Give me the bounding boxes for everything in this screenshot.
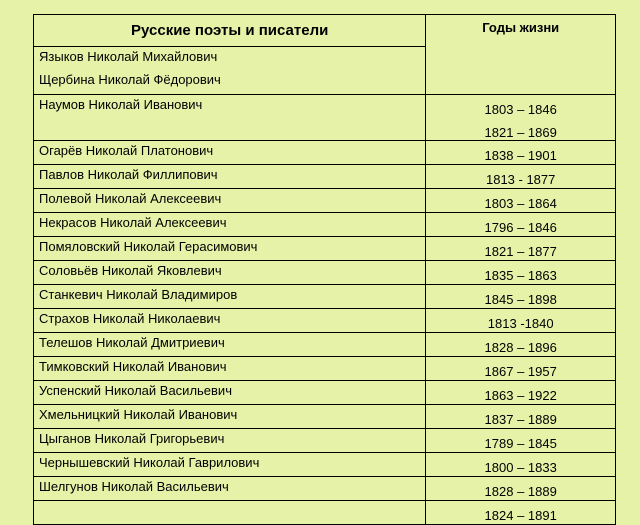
- table-row: [34, 165, 616, 189]
- poet-name: Языков Николай Михайлович: [39, 49, 218, 64]
- poet-years: 1835 – 1863: [426, 261, 616, 285]
- poet-years: 1789 – 1845: [426, 429, 616, 453]
- poet-name: Наумов Николай Иванович: [34, 95, 426, 141]
- poet-years: 1800 – 1833: [426, 453, 616, 477]
- table-row: [34, 357, 616, 381]
- poet-name: Помяловский Николай Герасимович: [34, 237, 426, 261]
- poet-years: 1796 – 1846: [426, 213, 616, 237]
- poet-years: 1863 – 1922: [426, 381, 616, 405]
- table-row: [34, 213, 616, 237]
- poet-name: Телешов Николай Дмитриевич: [34, 333, 426, 357]
- poet-years: 1813 -1840: [426, 309, 616, 333]
- poet-years: 1845 – 1898: [426, 285, 616, 309]
- poet-years: 1867 – 1957: [426, 357, 616, 381]
- table-row: [34, 237, 616, 261]
- table-row: [34, 381, 616, 405]
- table-row: [34, 261, 616, 285]
- poet-years: 1824 – 1891: [426, 501, 616, 525]
- table-row: [34, 477, 616, 501]
- table-row: [34, 501, 616, 525]
- poet-name: Тимковский Николай Иванович: [34, 357, 426, 381]
- poet-name: Чернышевский Николай Гаврилович: [34, 453, 426, 477]
- table-row: [34, 285, 616, 309]
- table-row: [34, 95, 616, 141]
- poet-name: Станкевич Николай Владимиров: [34, 285, 426, 309]
- poet-years: 1838 – 1901: [426, 141, 616, 165]
- poet-name: Некрасов Николай Алексеевич: [34, 213, 426, 237]
- poet-years: 1828 – 1896: [426, 333, 616, 357]
- poet-years: 1803 – 1864: [426, 189, 616, 213]
- table-row: [34, 429, 616, 453]
- empty-cell: [34, 501, 426, 525]
- poet-name: Цыганов Николай Григорьевич: [34, 429, 426, 453]
- poet-name: Успенский Николай Васильевич: [34, 381, 426, 405]
- poet-name: Шелгунов Николай Васильевич: [34, 477, 426, 501]
- poet-name: Страхов Николай Николаевич: [34, 309, 426, 333]
- poet-name-cell: [34, 47, 426, 95]
- poet-name: Огарёв Николай Платонович: [34, 141, 426, 165]
- poet-name: Щербина Николай Фёдорович: [39, 72, 221, 87]
- table-row: [34, 333, 616, 357]
- poet-name: Хмельницкий Николай Иванович: [34, 405, 426, 429]
- table-row: [34, 309, 616, 333]
- poet-years: 1837 – 1889: [426, 405, 616, 429]
- poet-years: 1821 – 1877: [426, 237, 616, 261]
- poet-name: Соловьёв Николай Яковлевич: [34, 261, 426, 285]
- poets-table: [33, 14, 616, 525]
- poet-years: 1828 – 1889: [426, 477, 616, 501]
- table-row: [34, 453, 616, 477]
- header-name: Русские поэты и писатели: [34, 15, 426, 47]
- poet-years: 1803 – 1846: [484, 102, 557, 117]
- poet-name: Павлов Николай Филлипович: [34, 165, 426, 189]
- poet-years: 1821 – 1869: [484, 125, 557, 140]
- table-row: [34, 405, 616, 429]
- header-years: Годы жизни: [426, 15, 616, 95]
- poet-years-cell: [426, 95, 616, 141]
- poet-years: 1813 - 1877: [426, 165, 616, 189]
- table-row: [34, 189, 616, 213]
- table-row: [34, 141, 616, 165]
- poet-name: Полевой Николай Алексеевич: [34, 189, 426, 213]
- table-header-row: [34, 15, 616, 47]
